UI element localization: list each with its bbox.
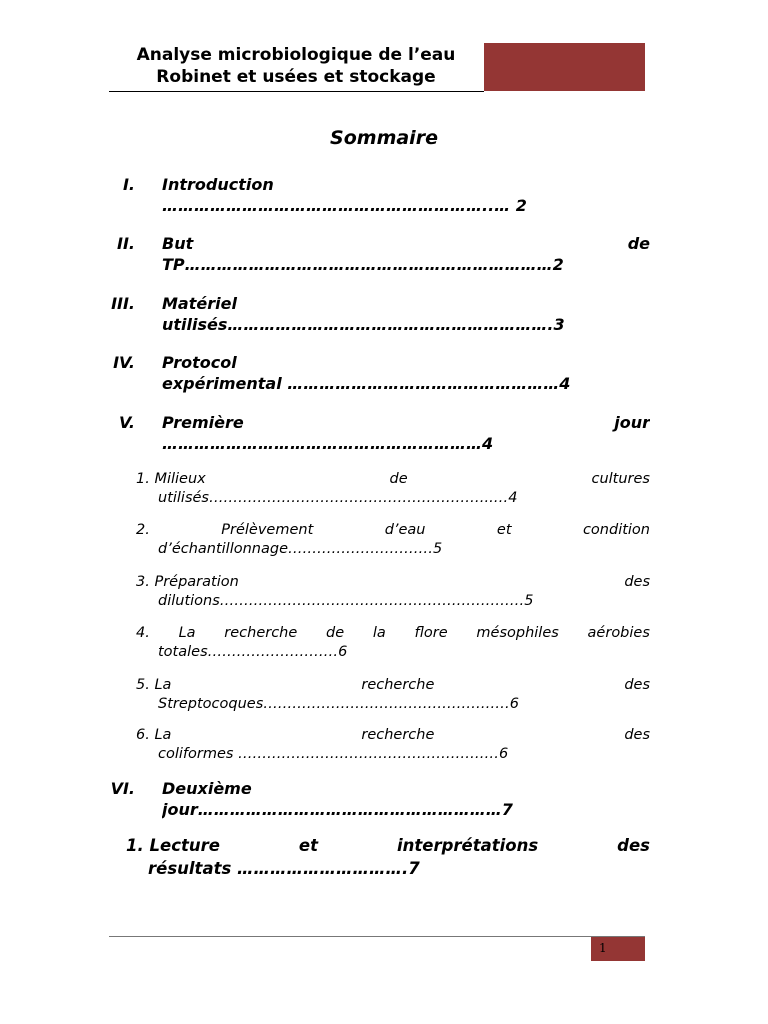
toc-entry-title (162, 175, 650, 195)
toc-entry-number: V. (119, 413, 135, 432)
toc-subentry-title (136, 573, 650, 592)
toc-word: 6. La (136, 727, 172, 743)
toc-word: Protocol (162, 353, 237, 372)
toc-subentry-leader: totales………………………6 (158, 644, 348, 660)
toc-word: condition (582, 522, 650, 538)
toc-word: But (162, 234, 194, 253)
toc-entry-title (162, 234, 650, 254)
toc-subentry-title (136, 521, 650, 540)
toc-word: recherche (361, 677, 435, 693)
footer-rule (109, 936, 645, 937)
toc-word: mésophiles (476, 625, 559, 641)
header-rule (109, 91, 484, 92)
page-title: Sommaire (330, 127, 438, 149)
toc-word: 1. Lecture (126, 836, 220, 855)
toc-word: interprétations (396, 836, 539, 855)
toc-final-leader: résultats ………………………….7 (148, 859, 420, 878)
toc-subentry-title (136, 624, 650, 643)
toc-subentry-title (136, 676, 650, 695)
toc-word: recherche (361, 727, 435, 743)
toc-entry-number: I. (122, 175, 135, 194)
toc-word: des (624, 727, 650, 743)
toc-subentry-title (136, 470, 650, 489)
toc-entry-leader: utilisés…………………………………………………….3 (162, 315, 565, 334)
toc-entry-leader: ……………………………………………………4 (162, 434, 494, 453)
toc-word: Deuxième (162, 779, 252, 798)
page-number: 1 (599, 941, 607, 955)
toc-entry-number: II. (117, 234, 135, 253)
toc-word: flore (414, 625, 448, 641)
toc-word: Première (162, 413, 244, 432)
running-header (110, 44, 482, 88)
toc-word: jour (614, 413, 650, 432)
toc-subentry-title (136, 726, 650, 745)
toc-word: la (372, 625, 386, 641)
toc-word: aérobies (587, 625, 650, 641)
toc-word: de (627, 234, 650, 253)
toc-final-title (126, 835, 650, 857)
toc-word: des (617, 836, 650, 855)
toc-entry-leader: TP……………………………………………………………2 (162, 255, 564, 274)
toc-word: 5. La (136, 677, 172, 693)
toc-word: d’eau (384, 522, 426, 538)
toc-word: Prélèvement (221, 522, 314, 538)
toc-entry-leader: ……………………………………………………..… 2 (162, 196, 527, 215)
toc-word: La (178, 625, 196, 641)
toc-entry-number: IV. (113, 353, 135, 372)
toc-entry-leader: expérimental ……………………………………………4 (162, 374, 571, 393)
header-line-1: Analyse microbiologique de l’eau (136, 45, 456, 65)
toc-word: 1. Milieux (136, 471, 206, 487)
toc-entry-title (162, 779, 650, 799)
toc-word: Matériel (162, 294, 237, 313)
toc-subentry-leader: Streptocoques……………………………………………6 (158, 696, 519, 712)
toc-word: recherche (224, 625, 298, 641)
toc-word: Introduction (162, 175, 274, 194)
toc-subentry-leader: dilutions………………………………………………………5 (158, 593, 534, 609)
toc-word: 4. (136, 625, 150, 641)
toc-entry-number: VI. (110, 779, 135, 798)
toc-word: et (496, 522, 512, 538)
toc-word: de (389, 471, 408, 487)
toc-word: et (298, 836, 318, 855)
toc-word: 3. Préparation (136, 574, 239, 590)
toc-entry-leader: jour…………………………………………………7 (162, 800, 513, 819)
toc-subentry-leader: d’échantillonnage…………………………5 (158, 541, 443, 557)
toc-word: cultures (591, 471, 650, 487)
toc-word: 2. (136, 522, 150, 538)
header-accent-box (484, 43, 645, 91)
toc-subentry-leader: utilisés…………………………………………………..…4 (158, 490, 518, 506)
toc-entry-number: III. (111, 294, 135, 313)
toc-word: des (624, 574, 650, 590)
header-line-2: Robinet et usées et stockage (156, 67, 436, 87)
toc-entry-title (162, 353, 650, 373)
toc-word: des (624, 677, 650, 693)
toc-entry-title (162, 413, 650, 433)
toc-subentry-leader: coliformes ………………………………………………6 (158, 746, 509, 762)
toc-entry-title (162, 294, 650, 314)
toc-word: de (326, 625, 345, 641)
